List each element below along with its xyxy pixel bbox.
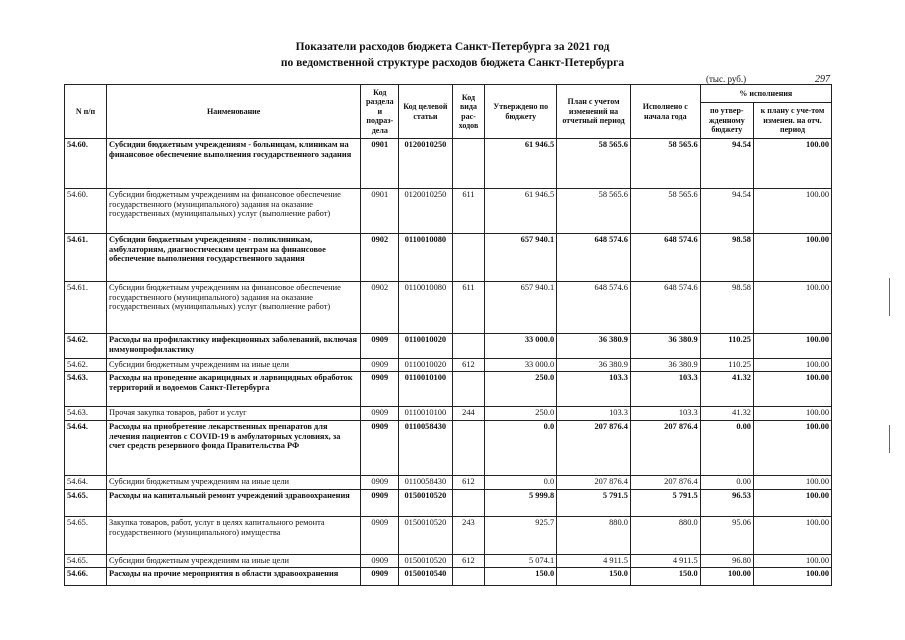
row-plan: 103.3	[557, 407, 631, 421]
row-executed: 648 574.6	[630, 282, 700, 334]
table-row	[65, 476, 832, 490]
row-approved: 0.0	[485, 476, 557, 490]
row-executed: 5 791.5	[630, 490, 700, 517]
row-section: 0901	[361, 189, 399, 234]
table-row	[65, 189, 832, 234]
row-pct-approved: 98.58	[700, 282, 753, 334]
row-plan: 207 876.4	[557, 421, 631, 476]
row-type	[452, 568, 485, 586]
row-approved: 150.0	[485, 568, 557, 586]
row-num: 54.60.	[65, 139, 107, 189]
row-pct-plan: 100.00	[753, 555, 831, 568]
row-type: 611	[452, 282, 485, 334]
row-num: 54.62.	[65, 359, 107, 372]
row-name: Субсидии бюджетным учреждениям на финансовое обеспечение государственного (муниципального) задания на оказание государственных (муниципальных) услуг (выполнение работ)	[107, 189, 361, 234]
row-section: 0909	[361, 407, 399, 421]
header-section: Код раздела и подраз-дела	[361, 85, 399, 139]
row-type	[452, 372, 485, 407]
row-pct-plan: 100.00	[753, 407, 831, 421]
row-executed: 207 876.4	[630, 421, 700, 476]
row-target: 0110010020	[399, 359, 452, 372]
row-type	[452, 234, 485, 282]
row-section: 0902	[361, 282, 399, 334]
row-executed: 207 876.4	[630, 476, 700, 490]
row-plan: 4 911.5	[557, 555, 631, 568]
row-pct-plan: 100.00	[753, 234, 831, 282]
row-section: 0909	[361, 517, 399, 555]
row-pct-plan: 100.00	[753, 421, 831, 476]
row-pct-approved: 98.58	[700, 234, 753, 282]
row-section: 0909	[361, 372, 399, 407]
row-target: 0150010520	[399, 555, 452, 568]
row-target: 0110010020	[399, 334, 452, 359]
row-pct-approved: 110.25	[700, 334, 753, 359]
row-pct-plan: 100.00	[753, 517, 831, 555]
row-name: Субсидии бюджетным учреждениям на финансовое обеспечение государственного (муниципального) задания на оказание государственных (муниципальных) услуг (выполнение работ)	[107, 282, 361, 334]
row-name: Субсидии бюджетным учреждениям на иные цели	[107, 359, 361, 372]
row-pct-approved: 41.32	[700, 407, 753, 421]
header-type: Код вида рас-ходов	[452, 85, 485, 139]
row-pct-approved: 96.53	[700, 490, 753, 517]
table-body	[65, 139, 832, 586]
row-target: 0110010100	[399, 407, 452, 421]
header-pct-plan: к плану с уче-том изменен. на отч. период	[753, 103, 831, 139]
row-approved: 657 940.1	[485, 234, 557, 282]
table-row	[65, 234, 832, 282]
row-pct-plan: 100.00	[753, 139, 831, 189]
row-pct-approved: 0.00	[700, 476, 753, 490]
page-title: Показатели расходов бюджета Санкт-Петербурга за 2021 год	[295, 41, 610, 53]
row-approved: 0.0	[485, 421, 557, 476]
row-executed: 4 911.5	[630, 555, 700, 568]
row-section: 0909	[361, 359, 399, 372]
row-section: 0909	[361, 334, 399, 359]
page-subtitle: по ведомственной структуре расходов бюджета Санкт-Петербурга	[280, 57, 625, 69]
table-row	[65, 407, 832, 421]
row-num: 54.65.	[65, 517, 107, 555]
header-approved: Утверждено по бюджету	[485, 85, 557, 139]
row-name: Прочая закупка товаров, работ и услуг	[107, 407, 361, 421]
table-row	[65, 517, 832, 555]
row-type: 244	[452, 407, 485, 421]
row-plan: 5 791.5	[557, 490, 631, 517]
row-num: 54.63.	[65, 407, 107, 421]
row-plan: 36 380.9	[557, 334, 631, 359]
row-pct-plan: 100.00	[753, 282, 831, 334]
expenses-table	[64, 84, 832, 586]
row-num: 54.64.	[65, 476, 107, 490]
row-pct-approved: 96.80	[700, 555, 753, 568]
row-section: 0909	[361, 555, 399, 568]
row-name: Субсидии бюджетным учреждениям на иные цели	[107, 555, 361, 568]
header-pct-group: % исполнения	[700, 85, 831, 103]
row-section: 0909	[361, 421, 399, 476]
row-target: 0150010520	[399, 490, 452, 517]
units-label: (тыс. руб.)	[706, 74, 747, 84]
row-type: 243	[452, 517, 485, 555]
header-name: Наименование	[107, 85, 361, 139]
row-num: 54.66.	[65, 568, 107, 586]
table-row	[65, 421, 832, 476]
row-approved: 61 946.5	[485, 189, 557, 234]
row-name: Субсидии бюджетным учреждениям - поликлиникам, амбулаториям, диагностическим центрам на финансовое обеспечение выполнения государственного задания	[107, 234, 361, 282]
row-pct-approved: 0.00	[700, 421, 753, 476]
table-row	[65, 334, 832, 359]
row-pct-approved: 94.54	[700, 139, 753, 189]
row-pct-plan: 100.00	[753, 476, 831, 490]
header-num: N п/п	[65, 85, 107, 139]
table-row	[65, 555, 832, 568]
row-type: 612	[452, 476, 485, 490]
row-pct-plan: 100.00	[753, 568, 831, 586]
row-pct-approved: 94.54	[700, 189, 753, 234]
table-row	[65, 282, 832, 334]
row-num: 54.64.	[65, 421, 107, 476]
row-type: 612	[452, 555, 485, 568]
row-target: 0120010250	[399, 139, 452, 189]
row-type	[452, 334, 485, 359]
row-plan: 150.0	[557, 568, 631, 586]
row-type	[452, 421, 485, 476]
row-target: 0150010540	[399, 568, 452, 586]
table-row	[65, 372, 832, 407]
row-approved: 5 074.1	[485, 555, 557, 568]
row-section: 0909	[361, 490, 399, 517]
row-pct-approved: 100.00	[700, 568, 753, 586]
row-approved: 61 946.5	[485, 139, 557, 189]
row-executed: 58 565.6	[630, 189, 700, 234]
row-approved: 250.0	[485, 407, 557, 421]
table-row	[65, 139, 832, 189]
row-executed: 36 380.9	[630, 334, 700, 359]
row-num: 54.63.	[65, 372, 107, 407]
row-num: 54.60.	[65, 189, 107, 234]
header-executed: Исполнено с начала года	[630, 85, 700, 139]
row-approved: 33 000.0	[485, 359, 557, 372]
table-row	[65, 568, 832, 586]
row-plan: 103.3	[557, 372, 631, 407]
row-name: Расходы на капитальный ремонт учреждений здравоохранения	[107, 490, 361, 517]
row-approved: 5 999.8	[485, 490, 557, 517]
row-target: 0110058430	[399, 421, 452, 476]
row-type	[452, 139, 485, 189]
row-name: Расходы на профилактику инфекционных заболеваний, включая иммунопрофилактику	[107, 334, 361, 359]
row-executed: 103.3	[630, 407, 700, 421]
page-number: 297	[815, 74, 830, 85]
row-pct-plan: 100.00	[753, 359, 831, 372]
row-type: 611	[452, 189, 485, 234]
row-pct-plan: 100.00	[753, 334, 831, 359]
row-pct-approved: 110.25	[700, 359, 753, 372]
row-target: 0120010250	[399, 189, 452, 234]
row-approved: 657 940.1	[485, 282, 557, 334]
row-executed: 150.0	[630, 568, 700, 586]
row-target: 0110010080	[399, 234, 452, 282]
row-section: 0909	[361, 568, 399, 586]
row-section: 0902	[361, 234, 399, 282]
margin-mark	[889, 425, 890, 453]
row-executed: 58 565.6	[630, 139, 700, 189]
table-row	[65, 359, 832, 372]
row-executed: 648 574.6	[630, 234, 700, 282]
row-approved: 925.7	[485, 517, 557, 555]
row-plan: 207 876.4	[557, 476, 631, 490]
row-approved: 250.0	[485, 372, 557, 407]
row-target: 0110010100	[399, 372, 452, 407]
row-num: 54.65.	[65, 490, 107, 517]
row-pct-approved: 95.06	[700, 517, 753, 555]
header-plan: План с учетом изменений на отчетный период	[557, 85, 631, 139]
table-row	[65, 490, 832, 517]
row-plan: 648 574.6	[557, 234, 631, 282]
row-num: 54.62.	[65, 334, 107, 359]
row-pct-approved: 41.32	[700, 372, 753, 407]
row-plan: 58 565.6	[557, 189, 631, 234]
row-pct-plan: 100.00	[753, 372, 831, 407]
row-name: Закупка товаров, работ, услуг в целях капитального ремонта государственного (муниципального) имущества	[107, 517, 361, 555]
row-plan: 880.0	[557, 517, 631, 555]
row-executed: 880.0	[630, 517, 700, 555]
row-target: 0110010080	[399, 282, 452, 334]
row-type	[452, 490, 485, 517]
header-pct-approved: по утвер-жденному бюджету	[700, 103, 753, 139]
row-num: 54.61.	[65, 234, 107, 282]
row-num: 54.65.	[65, 555, 107, 568]
row-name: Субсидии бюджетным учреждениям на иные цели	[107, 476, 361, 490]
row-num: 54.61.	[65, 282, 107, 334]
row-pct-plan: 100.00	[753, 490, 831, 517]
row-section: 0901	[361, 139, 399, 189]
row-executed: 36 380.9	[630, 359, 700, 372]
row-target: 0110058430	[399, 476, 452, 490]
row-plan: 648 574.6	[557, 282, 631, 334]
row-target: 0150010520	[399, 517, 452, 555]
row-plan: 36 380.9	[557, 359, 631, 372]
row-name: Расходы на приобретение лекарственных препаратов для лечения пациентов с COVID-19 в амбулаторных условиях, за счет средств резервного фонда Правительства РФ	[107, 421, 361, 476]
row-name: Субсидии бюджетным учреждениям - больницам, клиникам на финансовое обеспечение выполнения государственного задания	[107, 139, 361, 189]
row-name: Расходы на прочие мероприятия в области здравоохранения	[107, 568, 361, 586]
row-name: Расходы на проведение акарицидных и ларвицидных обработок территорий и водоемов Санкт-Петербурга	[107, 372, 361, 407]
row-section: 0909	[361, 476, 399, 490]
row-pct-plan: 100.00	[753, 189, 831, 234]
row-plan: 58 565.6	[557, 139, 631, 189]
row-approved: 33 000.0	[485, 334, 557, 359]
row-executed: 103.3	[630, 372, 700, 407]
header-target: Код целевой статьи	[399, 85, 452, 139]
margin-mark	[889, 278, 890, 316]
row-type: 612	[452, 359, 485, 372]
